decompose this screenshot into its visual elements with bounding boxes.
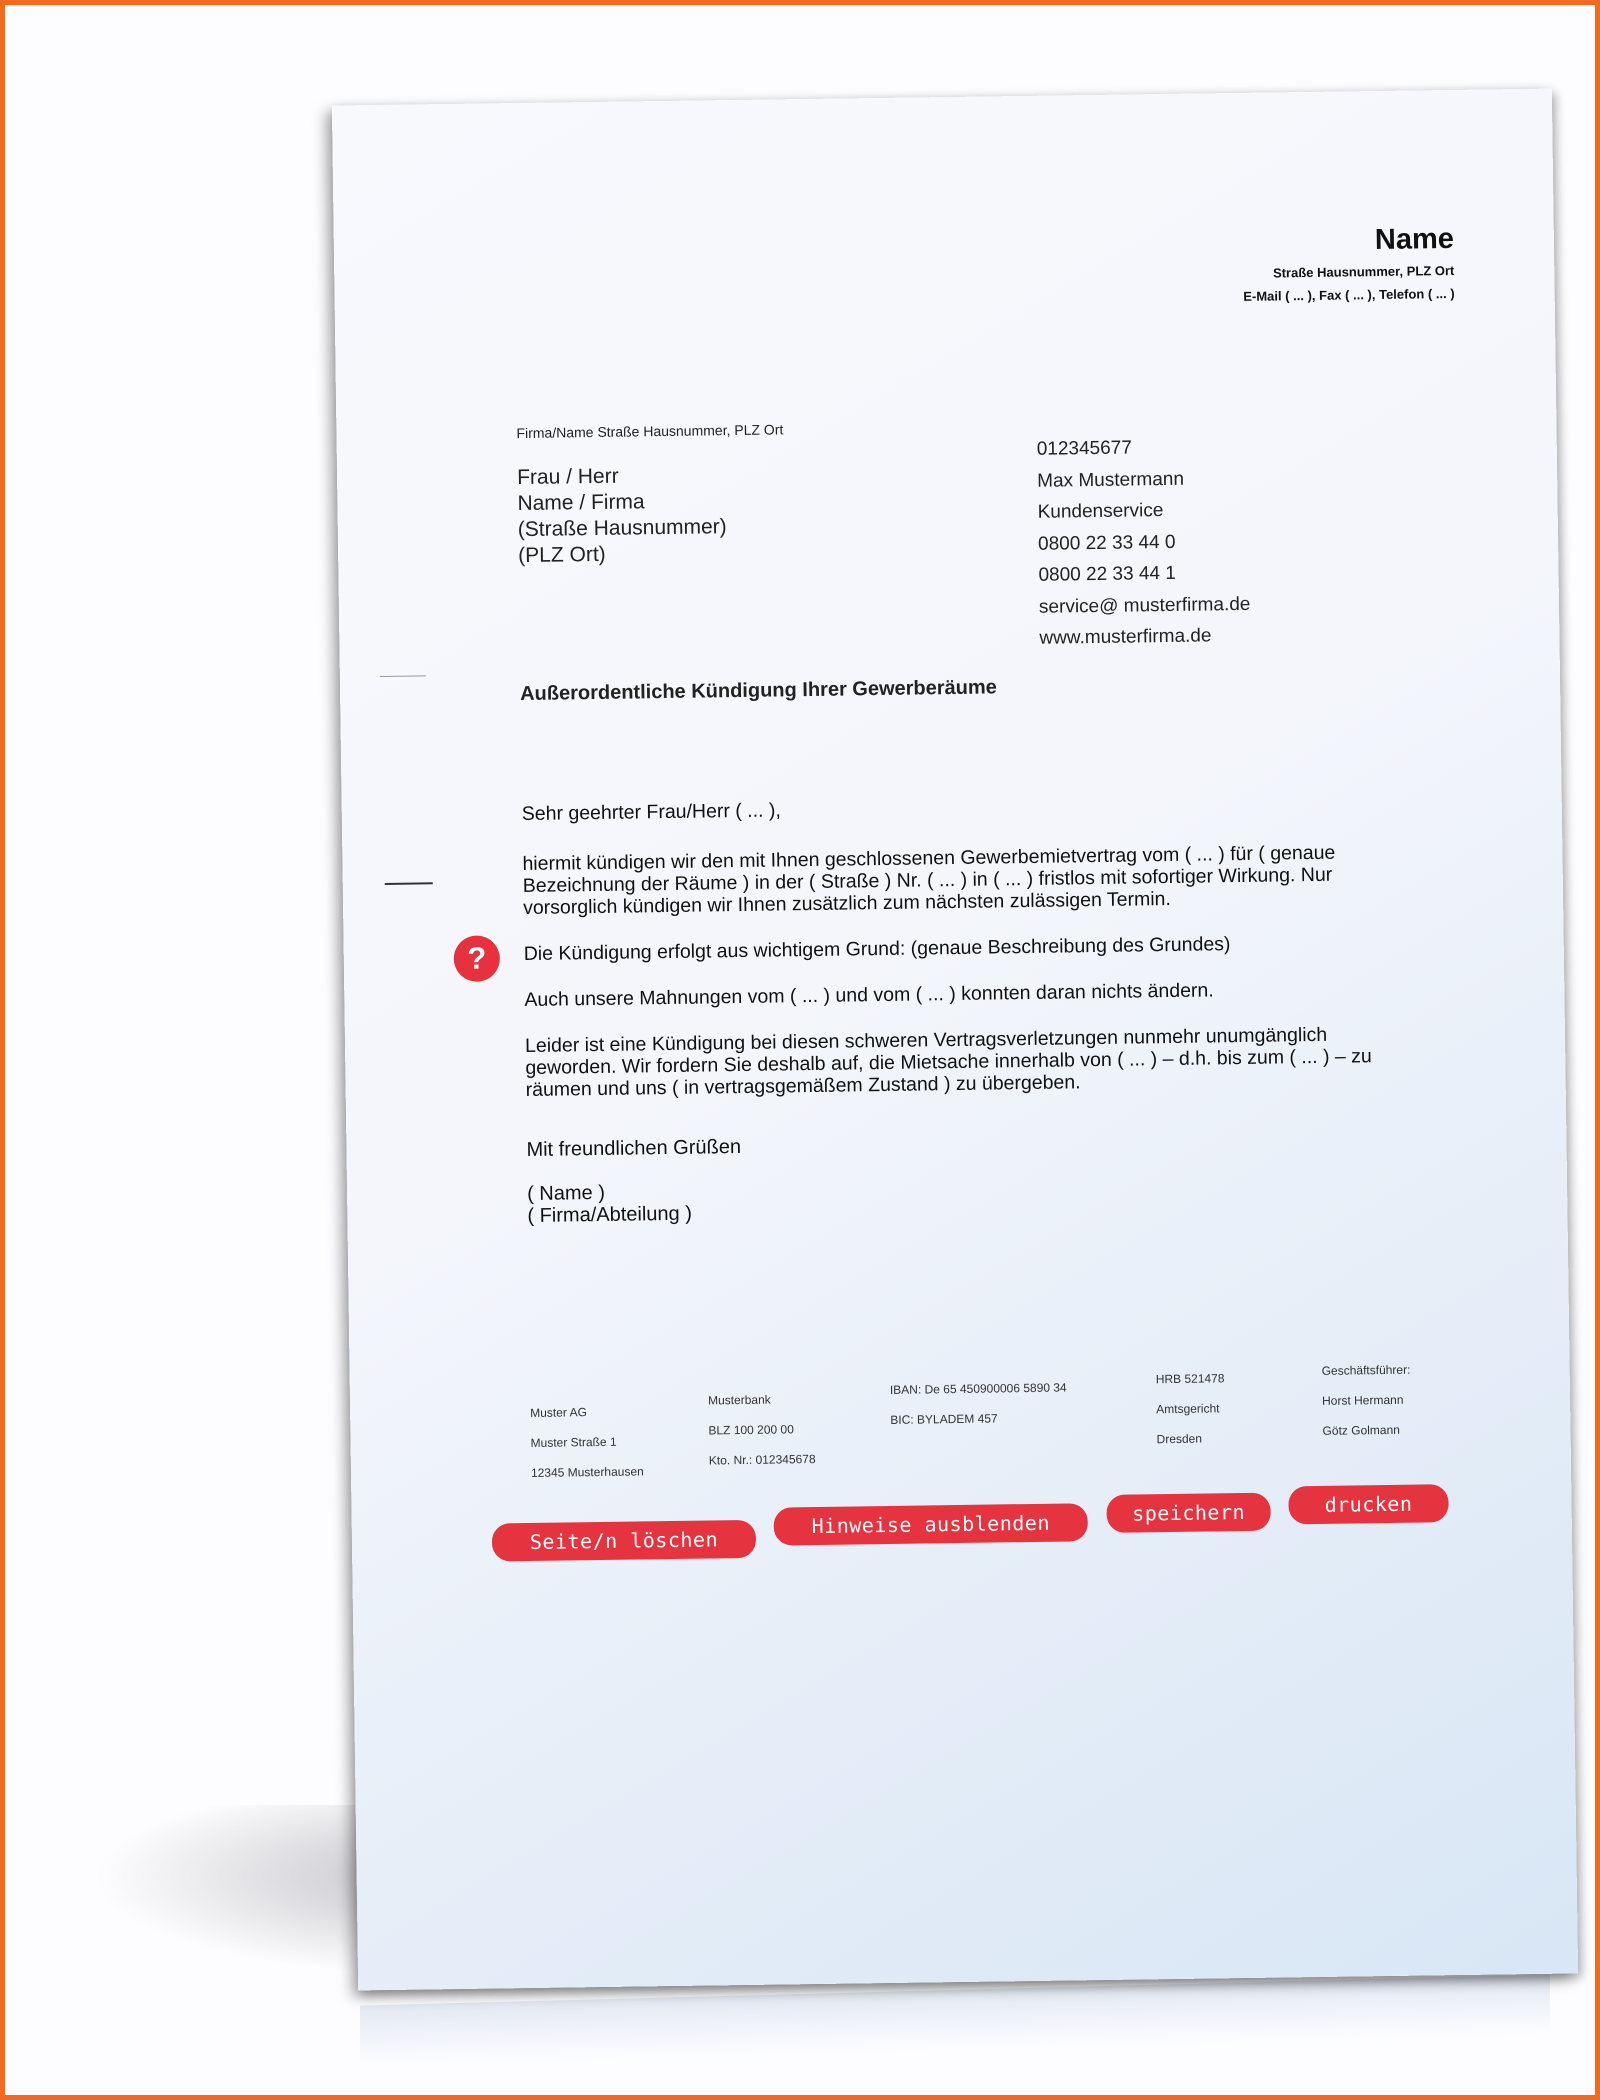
footer-line: BLZ 100 200 00 <box>708 1422 794 1438</box>
footer-line: Musterbank <box>707 1392 771 1408</box>
contact-line: service@ musterfirma.de <box>1038 593 1251 618</box>
fold-mark <box>380 675 426 677</box>
footer-line: Amtsgericht <box>1156 1401 1220 1417</box>
delete-pages-button[interactable]: Seite/n löschen <box>492 1520 757 1562</box>
contact-line: Max Mustermann <box>1037 468 1185 492</box>
footer-management <box>1321 1355 1411 1446</box>
footer-line: Dresden <box>1156 1431 1203 1447</box>
body-paragraph: Die Kündigung erfolgt aus wichtigem Grund: (genaue Beschreibung des Grundes) <box>523 933 1231 966</box>
footer-line: IBAN: De 65 450900006 5890 34 <box>889 1380 1067 1397</box>
sender-address: Straße Hausnummer, PLZ Ort <box>1272 262 1455 281</box>
footer-company <box>530 1396 644 1488</box>
recipient-line: Frau / Herr <box>516 464 619 490</box>
body-paragraph: Leider ist eine Kündigung bei diesen schweren Vertragsverletzungen nunmehr unumgänglich geworden. Wir fordern Sie deshalb auf, die Mietsache innerhalb von ( ... ) – d.h. bis zum ( ... ) – zu räumen und uns ( in vertragsgemäßem Zustand ) zu übergeben. <box>524 1023 1372 1101</box>
contact-line: 012345677 <box>1036 437 1133 460</box>
contact-line: Kundenservice <box>1037 500 1164 523</box>
return-address: Firma/Name Straße Hausnummer, PLZ Ort <box>516 421 784 442</box>
contact-line: 0800 22 33 44 0 <box>1037 531 1176 555</box>
print-button[interactable]: drucken <box>1288 1484 1449 1524</box>
body-paragraph: Auch unsere Mahnungen vom ( ... ) und vom ( ... ) konnten daran nichts ändern. <box>524 979 1214 1012</box>
footer-line: Kto. Nr.: 012345678 <box>708 1451 816 1468</box>
body-paragraph: hiermit kündigen wir den mit Ihnen geschlossenen Gewerbemietvertrag vom ( ... ) für ( genaue Bezeichnung der Räume ) in der ( Straße ) Nr. ( ... ) in ( ... ) fristlos mit sofortiger Wirkung. Nur vorsorglich kündigen wir Ihnen zusätzlich zum nächsten zulässigen Termin. <box>522 841 1336 920</box>
stage <box>5 5 1595 2095</box>
contact-line: 0800 22 33 44 1 <box>1038 562 1177 586</box>
footer-line: HRB 521478 <box>1155 1371 1225 1387</box>
closing-greeting: Mit freundlichen Grüßen <box>526 1135 742 1161</box>
contact-line: www.musterfirma.de <box>1039 625 1212 649</box>
footer-iban <box>890 1372 1068 1434</box>
footer-register <box>1156 1363 1226 1454</box>
signer-name: ( Name ) <box>526 1181 606 1205</box>
recipient-line: (PLZ Ort) <box>518 542 606 568</box>
letter-page <box>332 89 1578 1991</box>
punch-mark <box>385 882 433 885</box>
footer-line: Götz Golmann <box>1322 1422 1400 1438</box>
hide-hints-button[interactable]: Hinweise ausblenden <box>774 1503 1089 1545</box>
footer-line: 12345 Musterhausen <box>530 1464 644 1480</box>
footer-line: BIC: BYLADEM 457 <box>890 1411 998 1427</box>
page-reflection <box>360 1974 1550 2065</box>
footer-bank <box>708 1384 816 1475</box>
footer-line: Horst Hermann <box>1321 1392 1404 1408</box>
recipient-line: (Straße Hausnummer) <box>517 515 727 542</box>
contact-block <box>1037 431 1252 654</box>
closing-block <box>526 1136 742 1227</box>
signer-department: ( Firma/Abteilung ) <box>527 1202 693 1227</box>
recipient-line: Name / Firma <box>517 490 645 516</box>
footer-line: Muster Straße 1 <box>530 1434 617 1450</box>
help-icon[interactable]: ? <box>454 935 501 982</box>
save-button[interactable]: speichern <box>1106 1493 1271 1533</box>
recipient-address <box>517 462 727 569</box>
sender-name: Name <box>1374 222 1455 257</box>
sender-contact: E-Mail ( ... ), Fax ( ... ), Telefon ( ... ) <box>1243 285 1455 304</box>
letter-body <box>522 791 1406 1125</box>
subject-line: Außerordentliche Kündigung Ihrer Gewerberäume <box>519 676 997 706</box>
footer-line: Muster AG <box>530 1405 587 1420</box>
footer-line: Geschäftsführer: <box>1321 1362 1411 1378</box>
salutation: Sehr geehrter Frau/Herr ( ... ), <box>521 799 781 826</box>
